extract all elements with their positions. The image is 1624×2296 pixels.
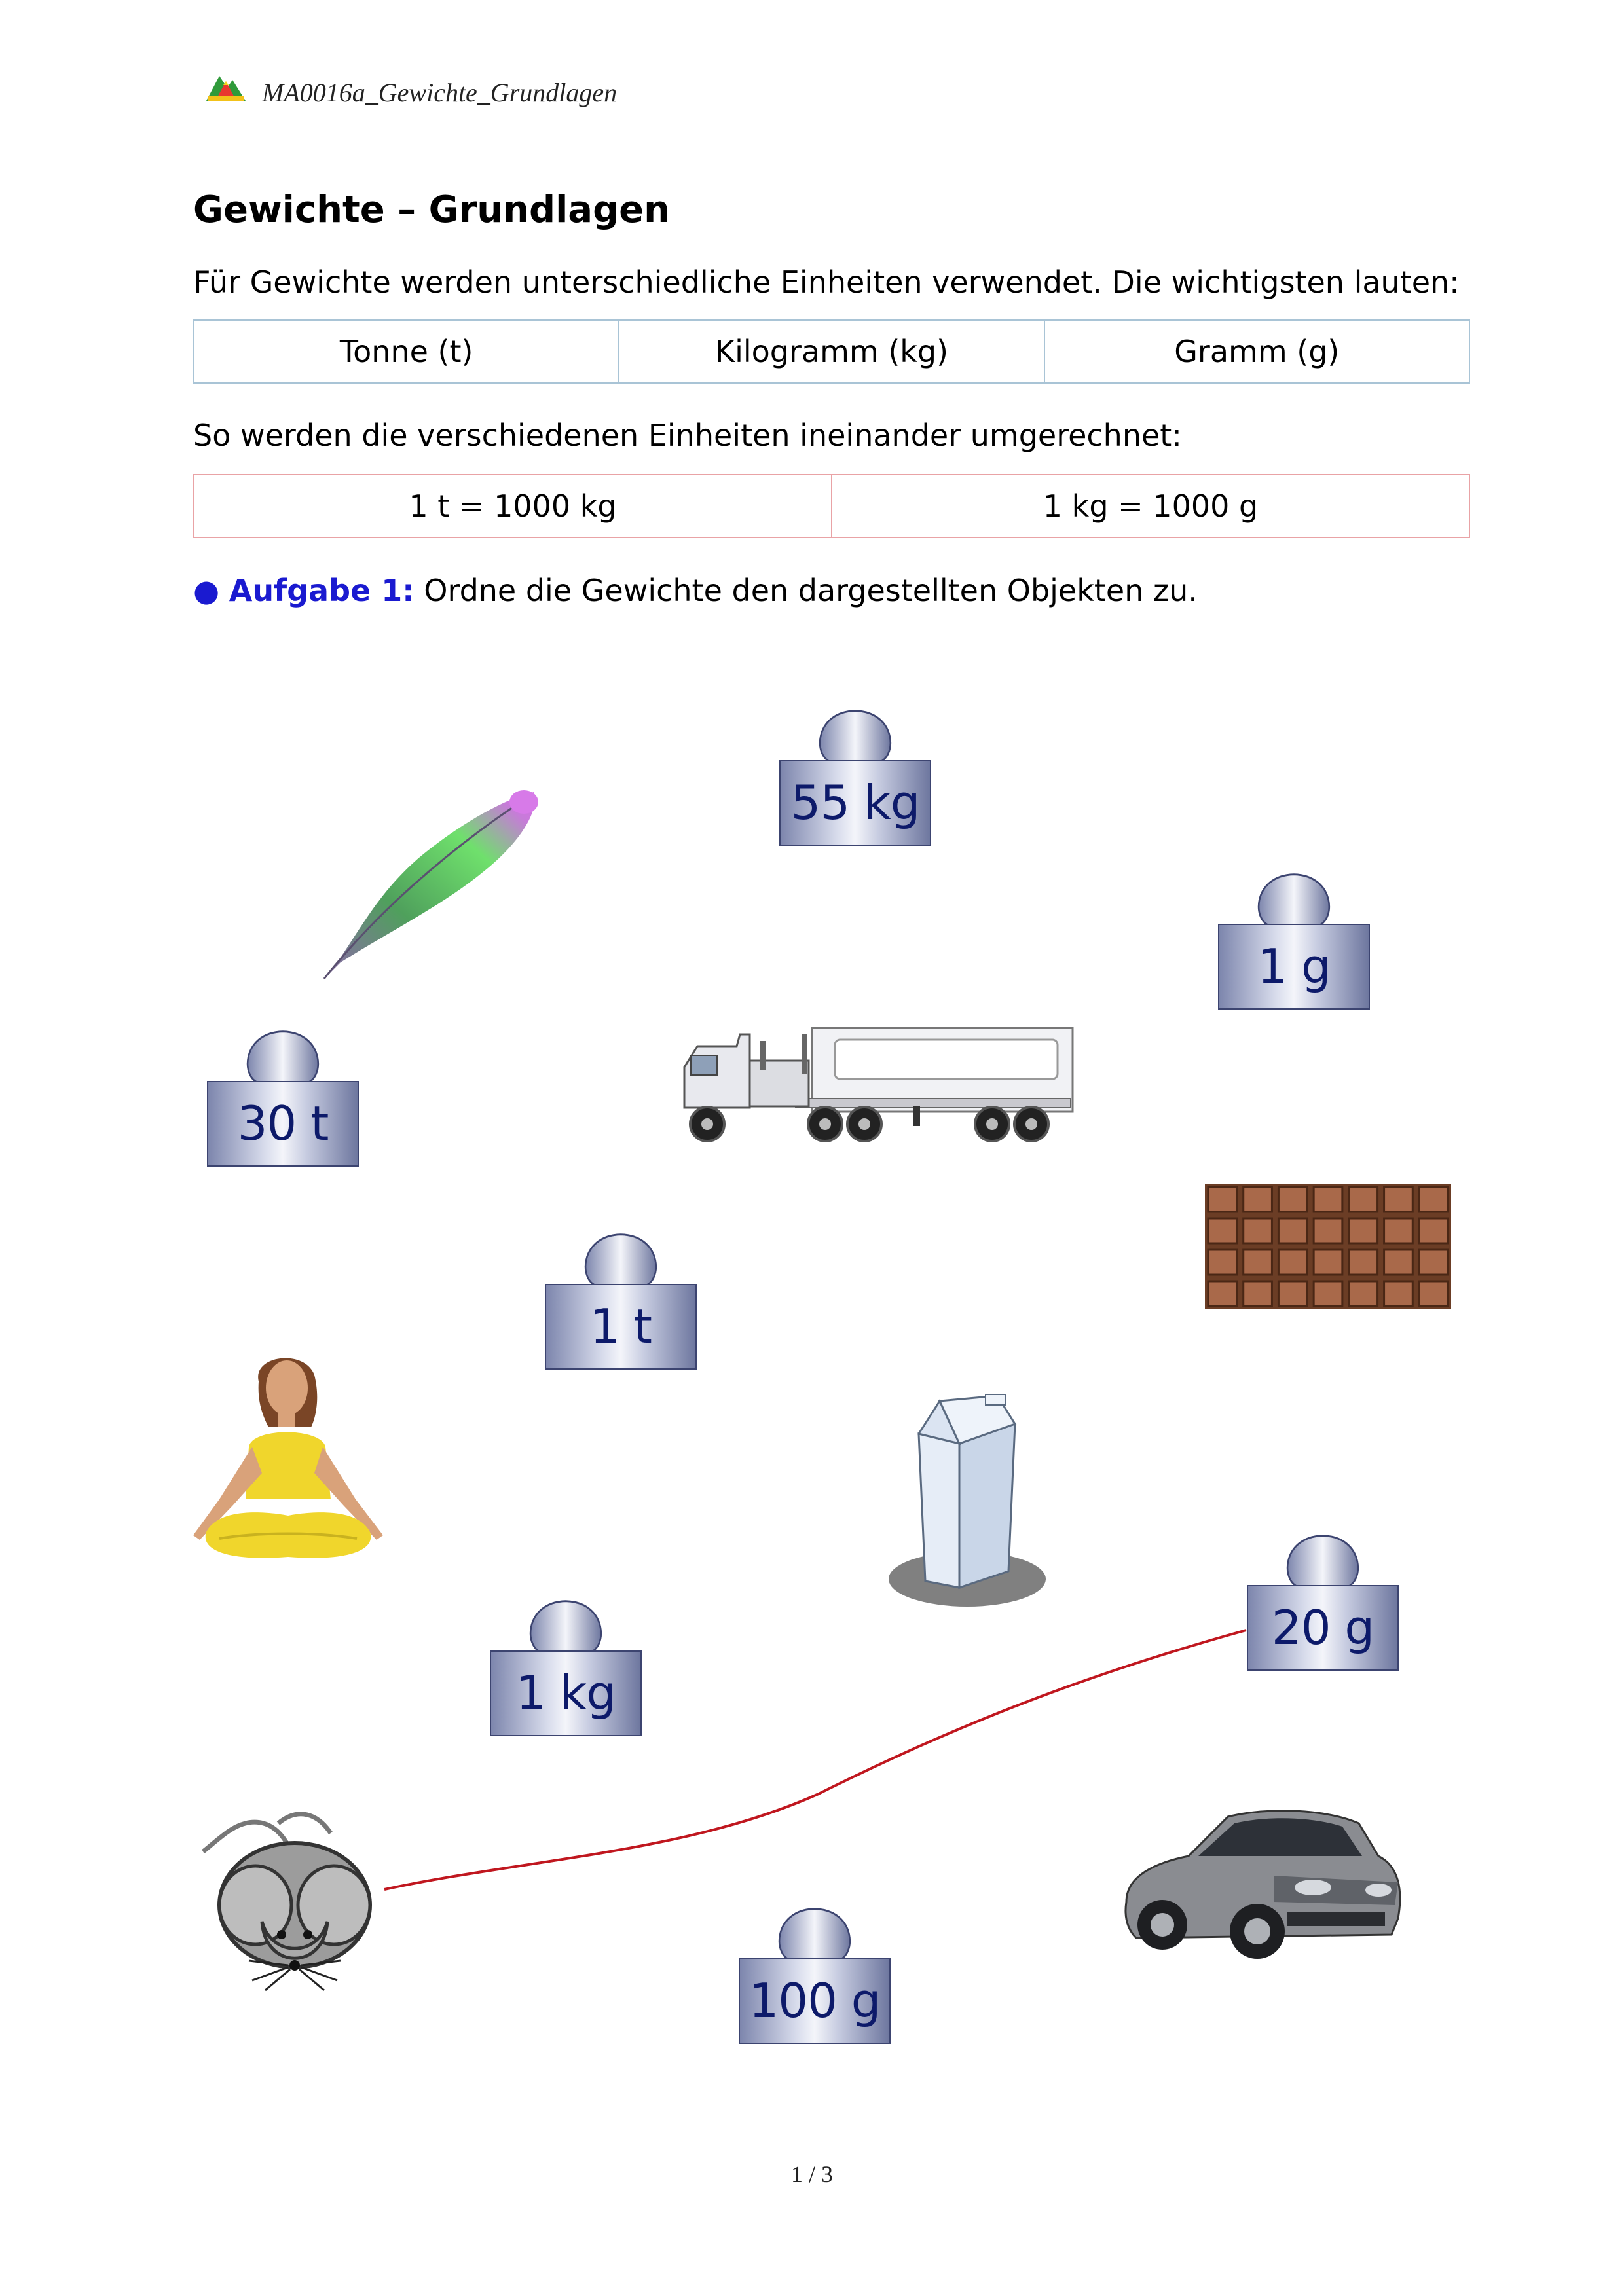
chocolate-piece [1244,1281,1272,1306]
weight-1kg[interactable] [490,1597,642,1736]
chocolate-piece [1419,1187,1448,1212]
chocolate-piece [1384,1187,1413,1212]
weight-55kg[interactable] [779,707,931,846]
chocolate-piece [1314,1281,1342,1306]
chocolate-piece [1384,1250,1413,1275]
chocolate-piece [1349,1281,1378,1306]
weight-label: 20 g [1247,1585,1399,1671]
chocolate-piece [1419,1218,1448,1243]
task-text: Ordne die Gewichte den dargestellten Objekten zu. [414,573,1198,608]
chocolate-bar-icon[interactable] [1205,1184,1451,1309]
chocolate-piece [1314,1250,1342,1275]
chocolate-piece [1419,1281,1448,1306]
chocolate-piece [1384,1218,1413,1243]
chocolate-piece [1278,1281,1307,1306]
chocolate-piece [1349,1218,1378,1243]
task-label: Aufgabe 1: [229,573,415,608]
task-bullet: ● [193,573,220,608]
weight-label: 1 g [1218,924,1370,1010]
weight-20g[interactable] [1247,1532,1399,1671]
chocolate-piece [1244,1187,1272,1212]
weight-label: 1 kg [490,1650,642,1736]
chocolate-piece [1314,1187,1342,1212]
chocolate-piece [1349,1187,1378,1212]
chocolate-piece [1278,1250,1307,1275]
intro-text: Für Gewichte werden unterschiedliche Einheiten verwendet. Die wichtigsten lauten: [193,264,1460,300]
meditating-woman-icon[interactable] [180,1349,396,1578]
conversion-intro-text: So werden die verschiedenen Einheiten ineinander umgerechnet: [193,418,1182,453]
units-table [193,319,1470,384]
chocolate-piece [1208,1187,1237,1212]
car-icon[interactable] [1116,1804,1405,1961]
weight-100g[interactable] [739,1905,891,2044]
truck-icon[interactable] [678,1021,1077,1146]
unit-cell-gram: Gramm (g) [1044,320,1469,383]
chocolate-piece [1208,1218,1237,1243]
page-number: 1 / 3 [790,2161,833,2187]
chocolate-piece [1244,1218,1272,1243]
chocolate-piece [1349,1250,1378,1275]
chocolate-piece [1419,1250,1448,1275]
chocolate-piece [1314,1218,1342,1243]
conversion-cell-t-kg: 1 t = 1000 kg [194,475,832,538]
weight-label: 30 t [207,1081,359,1167]
conversion-cell-kg-g: 1 kg = 1000 g [832,475,1469,538]
weight-30t[interactable] [207,1028,359,1167]
weight-label: 100 g [739,1958,891,2044]
unit-cell-tonne: Tonne (t) [194,320,619,383]
weight-label: 55 kg [779,760,931,846]
task-1 [193,573,1198,608]
conversion-table [193,474,1470,538]
weight-label: 1 t [545,1284,697,1370]
mouse-icon[interactable] [200,1794,390,1990]
chocolate-piece [1278,1218,1307,1243]
feather-icon[interactable] [314,786,544,982]
milk-carton-icon[interactable] [887,1394,1051,1611]
document-id: MA0016a_Gewichte_Grundlagen [262,78,618,107]
chocolate-piece [1208,1281,1237,1306]
unit-cell-kilogram: Kilogramm (kg) [619,320,1044,383]
chocolate-piece [1244,1250,1272,1275]
weight-1g[interactable] [1218,871,1370,1010]
weight-1t[interactable] [545,1231,697,1370]
page-title: Gewichte – Grundlagen [193,189,670,231]
mountain-logo-icon [206,71,246,103]
chocolate-piece [1208,1250,1237,1275]
chocolate-piece [1278,1187,1307,1212]
chocolate-piece [1384,1281,1413,1306]
